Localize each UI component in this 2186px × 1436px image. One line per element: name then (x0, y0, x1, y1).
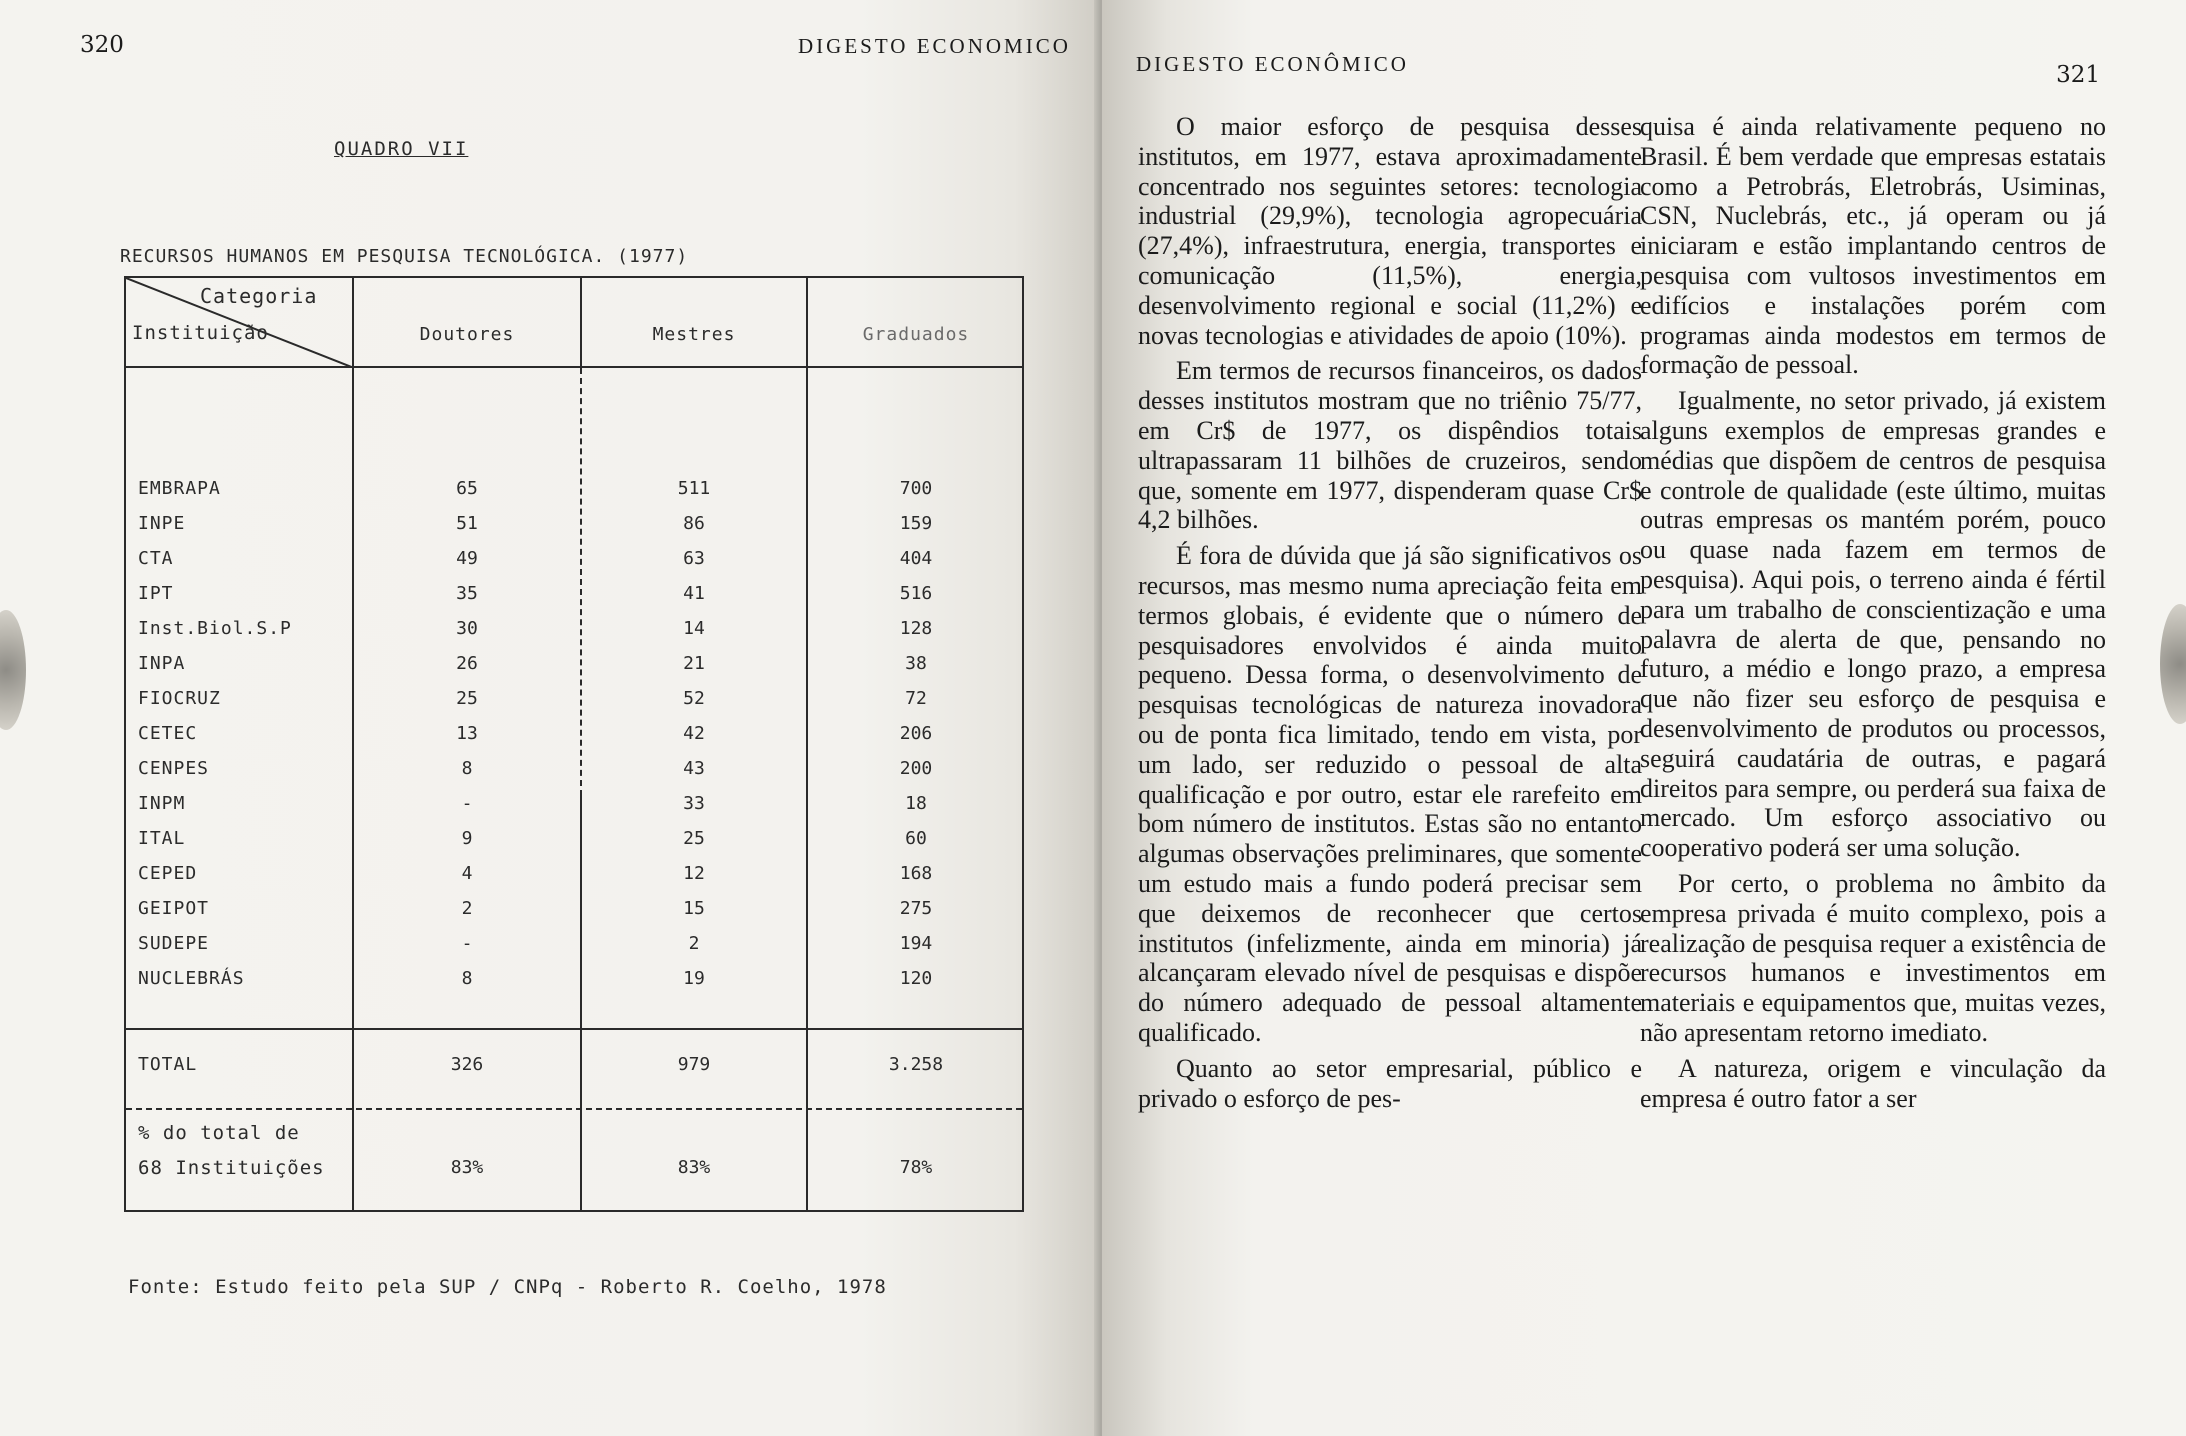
text-column-right (1640, 112, 2106, 1113)
row-doutores: 2 (461, 898, 473, 919)
row-doutores: 35 (456, 583, 478, 604)
row-graduados: 206 (899, 723, 933, 744)
paragraph: A natureza, origem e vinculação da empresa é outro fator a ser (1640, 1053, 2106, 1113)
row-institution: NUCLEBRÁS (138, 968, 245, 989)
total-row (126, 1054, 1022, 1089)
table-row (126, 758, 1022, 793)
row-institution: CENPES (138, 758, 210, 779)
table-row (126, 933, 1022, 968)
paragraph: quisa é ainda relativamente pequeno no Brasil. É bem verdade que empresas estatais como a Petrobrás, Eletrobrás, Usiminas, CSN, Nuclebrás, etc., já operam ou já iniciaram e estão implantando centros de pesquisa com vultosos investimentos em edifícios e instalações porém com programas ainda modestos em termos de formação de pessoal. (1640, 112, 2106, 380)
paragraph: Em termos de recursos financeiros, os dados desses institutos mostram que no triênio 75/77, em Cr$ de 1977, os dispêndios totais ultrapassaram 11 bilhões de cruzeiros, sendo que, somente em 1977, dispenderam quase Cr$ 4,2 bilhões. (1138, 356, 1642, 535)
binding-hole (2160, 604, 2186, 724)
table-row (126, 583, 1022, 618)
total-divider (126, 1028, 1022, 1030)
row-doutores: 9 (461, 828, 473, 849)
binding-hole (0, 610, 26, 730)
percent-mestres: 83% (677, 1157, 711, 1178)
percent-label-line1: % do total de (138, 1122, 300, 1144)
percent-row-label-line1 (126, 1122, 1022, 1157)
row-institution: Inst.Biol.S.P (138, 618, 292, 639)
paragraph: O maior esforço de pesquisa desses institutos, em 1977, estava aproximadamente concentrado nos seguintes setores: tecnologia industrial (29,9%), tecnologia agropecuária (27,4%), infraestrutura, energia, transportes e comunicação (11,5%), energia, desenvolvimento regional e social (11,2%) e novas tecnologias e atividades de apoio (10%). (1138, 112, 1642, 350)
table-title: QUADRO VII (334, 138, 469, 160)
row-mestres: 15 (683, 898, 705, 919)
row-graduados: 700 (899, 478, 933, 499)
row-institution: CTA (138, 548, 174, 569)
table-row (126, 723, 1022, 758)
row-graduados: 38 (905, 653, 927, 674)
row-doutores: 13 (456, 723, 478, 744)
header-mestres: Mestres (652, 324, 736, 345)
row-graduados: 404 (899, 548, 933, 569)
table-caption: RECURSOS HUMANOS EM PESQUISA TECNOLÓGICA. (1977) (120, 246, 689, 267)
row-doutores: 51 (456, 513, 478, 534)
row-doutores: 65 (456, 478, 478, 499)
row-mestres: 63 (683, 548, 705, 569)
row-doutores: 8 (461, 758, 473, 779)
page-number-right: 321 (2056, 62, 2100, 88)
percent-label-line2: 68 Instituições (138, 1157, 325, 1179)
row-institution: CETEC (138, 723, 198, 744)
row-graduados: 72 (905, 688, 927, 709)
header-category: Categoria (200, 284, 318, 308)
percent-row (126, 1157, 1022, 1192)
paragraph: Quanto ao setor empresarial, público e privado o esforço de pes- (1138, 1053, 1642, 1113)
row-institution: CEPED (138, 863, 198, 884)
row-graduados: 120 (899, 968, 933, 989)
table-row (126, 513, 1022, 548)
row-mestres: 12 (683, 863, 705, 884)
table-row (126, 688, 1022, 723)
row-graduados: 168 (899, 863, 933, 884)
row-institution: ITAL (138, 828, 186, 849)
table-row (126, 898, 1022, 933)
row-graduados: 516 (899, 583, 933, 604)
table-row (126, 653, 1022, 688)
row-mestres: 43 (683, 758, 705, 779)
row-mestres: 21 (683, 653, 705, 674)
table-row (126, 548, 1022, 583)
text-column-left (1138, 112, 1642, 1113)
row-doutores: 25 (456, 688, 478, 709)
paragraph: Por certo, o problema no âmbito da empresa privada é muito complexo, pois a realização de pesquisa requer a existência de recursos humanos e investimentos em materiais e equipamentos que, muitas vezes, não apresentam retorno imediato. (1640, 868, 2106, 1047)
header-graduados: Graduados (862, 324, 970, 345)
row-graduados: 128 (899, 618, 933, 639)
paragraph: Igualmente, no setor privado, já existem alguns exemplos de empresas grandes e médias que dispõem de centros de pesquisa e controle de qualidade (este último, muitas outras empresas os mantém porém, pouco ou quase nada fazem em termos de pesquisa). Aqui pois, o terreno ainda é fértil para um trabalho de conscientização e uma palavra de alerta de que, pensando no futuro, a médio e longo prazo, a empresa que não fizer seu esforço de pesquisa e desenvolvimento de produtos ou processos, seguirá caudatária de outras, e pagará direitos para sempre, ou perderá sua faixa de mercado. Um esforço associativo ou cooperativo poderá ser uma solução. (1640, 386, 2106, 863)
table-row (126, 618, 1022, 653)
row-doutores: 8 (461, 968, 473, 989)
row-mestres: 52 (683, 688, 705, 709)
row-institution: INPM (138, 793, 186, 814)
row-mestres: 42 (683, 723, 705, 744)
table-row (126, 793, 1022, 828)
running-head-left: DIGESTO ECONOMICO (798, 34, 1071, 58)
total-doutores: 326 (450, 1054, 484, 1075)
header-doutores: Doutores (419, 324, 515, 345)
row-mestres: 33 (683, 793, 705, 814)
row-graduados: 275 (899, 898, 933, 919)
percent-graduados: 78% (899, 1157, 933, 1178)
row-mestres: 511 (677, 478, 711, 499)
table-row (126, 478, 1022, 513)
row-mestres: 19 (683, 968, 705, 989)
total-graduados: 3.258 (888, 1054, 944, 1075)
right-page (1102, 0, 2186, 1436)
row-doutores: - (461, 793, 473, 814)
row-graduados: 194 (899, 933, 933, 954)
table-source: Fonte: Estudo feito pela SUP / CNPq - Roberto R. Coelho, 1978 (128, 1276, 887, 1298)
row-doutores: 49 (456, 548, 478, 569)
row-graduados: 18 (905, 793, 927, 814)
row-institution: INPE (138, 513, 186, 534)
page-number-left: 320 (80, 32, 124, 58)
row-mestres: 41 (683, 583, 705, 604)
table-row (126, 828, 1022, 863)
row-institution: INPA (138, 653, 186, 674)
row-institution: SUDEPE (138, 933, 210, 954)
row-doutores: 26 (456, 653, 478, 674)
row-graduados: 60 (905, 828, 927, 849)
table-row (126, 968, 1022, 1003)
column-divider (580, 278, 582, 368)
row-graduados: 159 (899, 513, 933, 534)
row-institution: GEIPOT (138, 898, 210, 919)
row-mestres: 86 (683, 513, 705, 534)
header-institution: Instituição (132, 322, 269, 344)
row-institution: EMBRAPA (138, 478, 221, 499)
running-head-right: DIGESTO ECONÔMICO (1136, 52, 1409, 76)
row-doutores: 4 (461, 863, 473, 884)
row-mestres: 2 (688, 933, 700, 954)
row-institution: IPT (138, 583, 174, 604)
table-row (126, 863, 1022, 898)
row-institution: FIOCRUZ (138, 688, 221, 709)
row-mestres: 14 (683, 618, 705, 639)
percent-divider (126, 1108, 1022, 1110)
row-doutores: - (461, 933, 473, 954)
row-mestres: 25 (683, 828, 705, 849)
total-label: TOTAL (138, 1054, 198, 1075)
data-table (124, 276, 1024, 1212)
total-mestres: 979 (677, 1054, 711, 1075)
percent-doutores: 83% (450, 1157, 484, 1178)
row-doutores: 30 (456, 618, 478, 639)
row-graduados: 200 (899, 758, 933, 779)
paragraph: É fora de dúvida que já são significativos os recursos, mas mesmo numa apreciação feita em termos globais, é evidente que o número de pesquisadores envolvidos é ainda muito pequeno. Dessa forma, o desenvolvimento de pesquisas tecnológicas de natureza inovadora ou de ponta fica limitado, tendo em vista, por um lado, ser reduzido o pessoal de alta qualificação e por outro, estar ele rarefeito em bom número de institutos. Estas são no entanto algumas observações preliminares, que somente um estudo mais a fundo poderá precisar sem que deixemos de reconhecer que certos institutos (infelizmente, ainda em minoria) já alcançaram elevado nível de pesquisas e dispõe do número adequado de pessoal altamente qualificado. (1138, 541, 1642, 1047)
